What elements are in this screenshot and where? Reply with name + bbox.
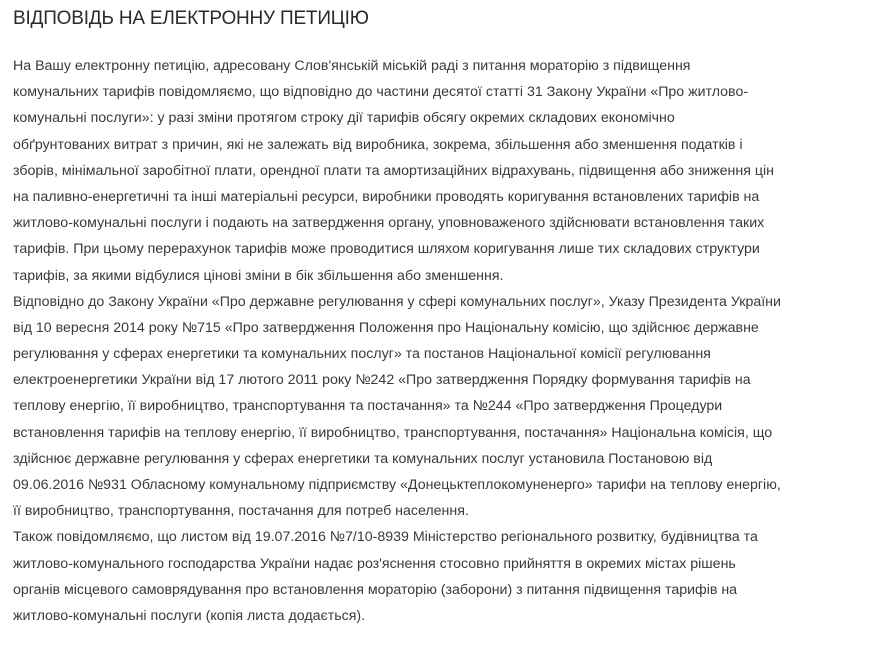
text-line: житлово-комунального господарства України надає роз'яснення стосовно прийняття в окремих містах рішень <box>13 555 736 572</box>
text-line: теплову енергію, її виробництво, транспортування та постачання» та №244 «Про затвердження Процедури <box>13 398 723 415</box>
text-line: регулювання у сферах енергетики та комунальних послуг» та постанов Національної комісії регулювання <box>13 346 711 363</box>
text-line: здійснює державне регулювання у сферах енергетики та комунальних послуг установила Постановою від <box>13 450 713 467</box>
petition-response-body <box>13 53 863 629</box>
text-line: На Вашу електронну петицію, адресовану Слов'янській міській раді з питання мораторію з підвищення <box>13 58 691 74</box>
text-line: житлово-комунальні послуги і подають на затвердження органу, уповноваженого здійснювати встановлення таких <box>13 215 765 232</box>
paragraph-regulation <box>13 289 863 525</box>
text-line: тарифів, за якими відбулися цінові зміни в бік збільшення або зменшення. <box>13 267 504 284</box>
text-line: Відповідно до Закону України «Про державне регулювання у сфері комунальних послуг», Указу Президента України <box>13 293 781 310</box>
page-title: ВІДПОВІДЬ НА ЕЛЕКТРОННУ ПЕТИЦІЮ <box>13 8 369 29</box>
text-line: 09.06.2016 №931 Обласному комунальному підприємству «Донецьктеплокомуненерго» тарифи на теплову енергію, <box>13 477 781 493</box>
text-line: обґрунтованих витрат з причин, які не залежать від виробника, зокрема, збільшення або зменшення податків і <box>13 136 743 153</box>
text-line: житлово-комунальні послуги (копія листа додається). <box>13 607 366 624</box>
text-line: її виробництво, транспортування, постачання для потреб населення. <box>13 503 469 520</box>
paragraph-tariff-adjustment <box>13 53 863 289</box>
text-line: від 10 вересня 2014 року №715 «Про затвердження Положення про Національну комісію, що здійснює державне <box>13 319 759 336</box>
text-line: тарифів. При цьому перерахунок тарифів може проводитися шляхом коригування лише тих складових структури <box>13 241 760 258</box>
text-line: комунальні послуги»: у разі зміни протягом строку дії тарифів обсягу окремих складових економічно <box>13 110 675 127</box>
paragraph-ministry-letter <box>13 524 863 629</box>
text-line: Також повідомляємо, що листом від 19.07.2016 №7/10-8939 Міністерство регіонального розвитку, будівництва та <box>13 529 758 546</box>
text-line: органів місцевого самоврядування про встановлення мораторію (заборони) з питання підвищення тарифів на <box>13 581 738 598</box>
text-line: на паливно-енергетичні та інші матеріальні ресурси, виробники проводять коригування встановлених тарифів на <box>13 188 760 205</box>
text-line: встановлення тарифів на теплову енергію, її виробництво, транспортування, постачання» Національна комісія, що <box>13 424 773 441</box>
text-line: комунальних тарифів повідомляємо, що відповідно до частини десятої статті 31 Закону України «Про житлово- <box>13 84 749 101</box>
text-line: електроенергетики України від 17 лютого 2011 року №242 «Про затвердження Порядку формування тарифів на <box>13 372 751 389</box>
text-line: зборів, мінімальної заробітної плати, орендної плати та амортизаційних відрахувань, підвищення або зниження цін <box>13 162 774 179</box>
